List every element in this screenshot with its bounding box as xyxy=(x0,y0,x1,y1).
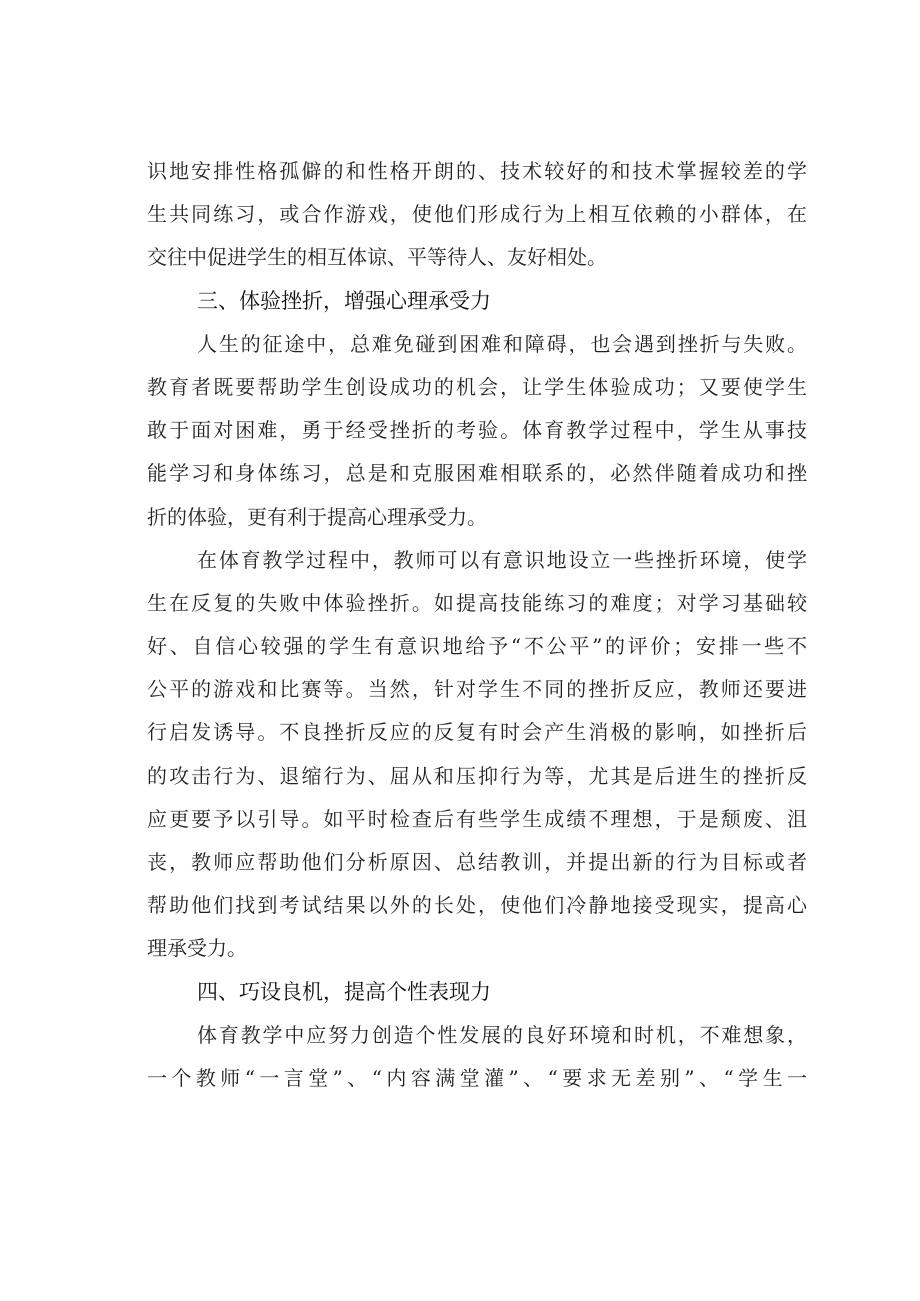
text-line: 教育者既要帮助学生创设成功的机会，让学生体验成功；又要使学生 xyxy=(147,374,807,399)
text-line: 敢于面对困难，勇于经受挫折的考验。体育教学过程中，学生从事技 xyxy=(147,418,807,443)
text-line: 一个教师“一言堂”、“内容满堂灌”、“要求无差别”、“学生一 xyxy=(147,1065,807,1090)
text-line: 行启发诱导。不良挫折反应的反复有时会产生消极的影响，如挫折后 xyxy=(147,720,807,745)
text-line: 公平的游戏和比赛等。当然，针对学生不同的挫折反应，教师还要进 xyxy=(147,677,807,702)
text-line: 的攻击行为、退缩行为、屈从和压抑行为等，尤其是后进生的挫折反 xyxy=(147,763,807,788)
text-line: 帮助他们找到考试结果以外的长处，使他们冷静地接受现实，提高心 xyxy=(147,893,807,918)
text-line: 生在反复的失败中体验挫折。如提高技能练习的难度；对学习基础较 xyxy=(147,590,807,615)
section-heading: 三、体验挫折，增强心理承受力 xyxy=(197,288,491,313)
text-line: 丧，教师应帮助他们分析原因、总结教训，并提出新的行为目标或者 xyxy=(147,850,807,874)
text-line: 能学习和身体练习，总是和克服困难相联系的，必然伴随着成功和挫 xyxy=(147,461,807,486)
paragraph xyxy=(147,150,807,280)
text-line: 应更要予以引导。如平时检查后有些学生成绩不理想，于是颓废、沮 xyxy=(147,806,807,831)
text-line: 折的体验，更有利于提高心理承受力。 xyxy=(147,504,487,529)
paragraph xyxy=(147,323,807,539)
text-line: 人生的征途中，总难免碰到困难和障碍，也会遇到挫折与失败。 xyxy=(197,331,807,356)
paragraph xyxy=(147,1014,807,1100)
text-line: 好、自信心较强的学生有意识地给予“不公平”的评价；安排一些不 xyxy=(147,634,807,659)
paragraph xyxy=(147,539,807,971)
text-line: 生共同练习，或合作游戏，使他们形成行为上相互依赖的小群体，在 xyxy=(147,202,807,227)
text-line: 体育教学中应努力创造个性发展的良好环境和时机，不难想象， xyxy=(197,1022,807,1047)
text-line: 理承受力。 xyxy=(147,936,247,961)
text-line: 在体育教学过程中，教师可以有意识地设立一些挫折环境，使学 xyxy=(197,547,807,572)
section-heading: 四、巧设良机，提高个性表现力 xyxy=(197,979,491,1004)
document-body xyxy=(147,150,807,1100)
text-line: 识地安排性格孤僻的和性格开朗的、技术较好的和技术掌握较差的学 xyxy=(147,159,807,183)
text-line: 交往中促进学生的相互体谅、平等待人、友好相处。 xyxy=(147,245,607,270)
